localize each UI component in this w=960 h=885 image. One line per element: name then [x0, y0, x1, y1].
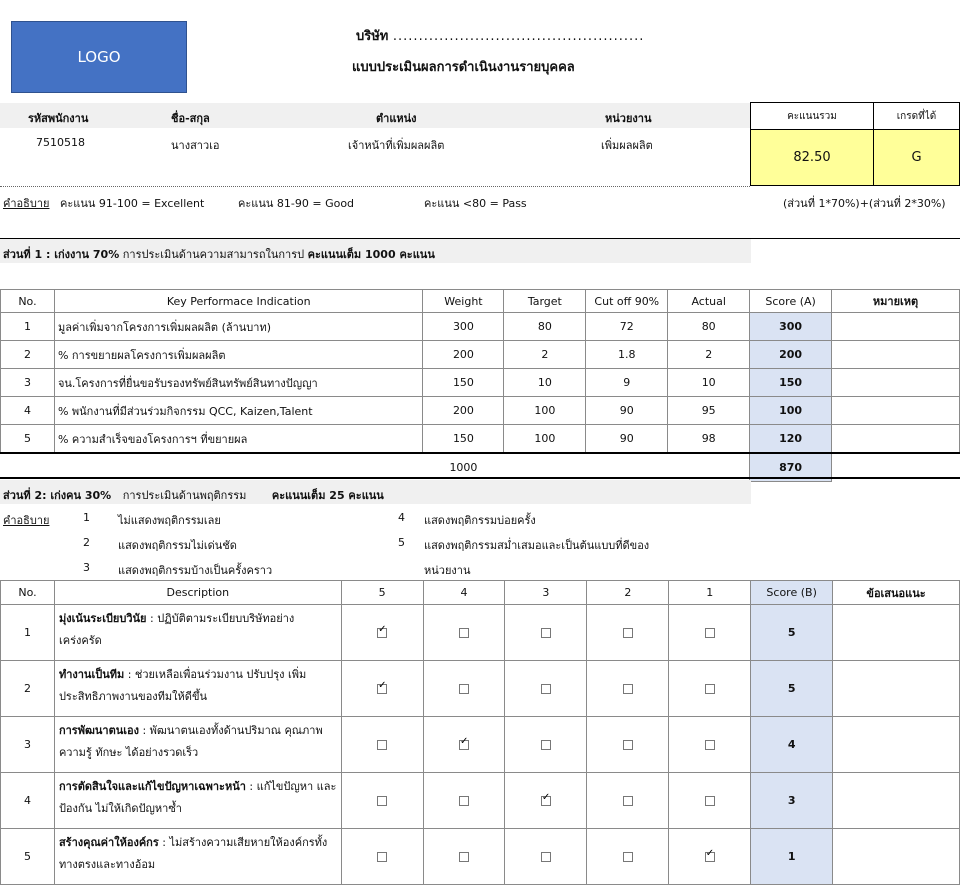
level-text: แสดงพฤติกรรมสม่ำเสมอและเป็นต้นแบบที่ดีของ — [424, 539, 650, 552]
rating-cell-5 — [341, 773, 423, 829]
rating-checkbox-3[interactable] — [541, 684, 551, 694]
kpi-cutoff: 90 — [586, 397, 668, 425]
kpi-no: 3 — [1, 369, 55, 397]
behavior-title: การตัดสินใจและแก้ไขปัญหาเฉพาะหน้า — [58, 780, 246, 793]
kpi-total-score: 870 — [750, 453, 832, 482]
level-number: 2 — [83, 536, 90, 549]
kpi-row — [1, 341, 960, 369]
rating-cell-5 — [341, 661, 423, 717]
rating-checkbox-3[interactable] — [541, 852, 551, 862]
kpi-name: % การขยายผลโครงการเพิ่มผลผลิต — [54, 341, 423, 369]
behavior-desc — [54, 661, 341, 717]
kpi-col-kpi: Key Performace Indication — [54, 290, 423, 313]
behavior-col-desc: Description — [54, 581, 341, 605]
behavior-no: 3 — [1, 717, 55, 773]
rating-cell-3 — [505, 717, 587, 773]
kpi-score: 100 — [750, 397, 832, 425]
kpi-cutoff: 90 — [586, 425, 668, 454]
company-name — [356, 25, 644, 46]
behavior-suggestion[interactable] — [833, 605, 960, 661]
rating-cell-1 — [669, 605, 751, 661]
kpi-row — [1, 313, 960, 341]
behavior-row — [1, 773, 960, 829]
rating-checkbox-1[interactable] — [705, 684, 715, 694]
legend-label: คำอธิบาย — [3, 197, 50, 210]
kpi-no: 2 — [1, 341, 55, 369]
kpi-cutoff: 9 — [586, 369, 668, 397]
behavior-desc — [54, 605, 341, 661]
kpi-table — [0, 289, 960, 482]
kpi-col-cutoff: Cut off 90% — [586, 290, 668, 313]
behavior-no: 2 — [1, 661, 55, 717]
rating-cell-1 — [669, 717, 751, 773]
part1-title-row — [3, 245, 435, 263]
rating-checkbox-1[interactable] — [705, 796, 715, 806]
part2-full-score: คะแนนเต็ม 25 คะแนน — [271, 489, 384, 502]
level-text: แสดงพฤติกรรมไม่เด่นชัด — [118, 539, 237, 552]
company-dots: ................................................. — [392, 29, 645, 44]
behavior-text: : พัฒนาตนเองทั้งด้านปริมาณ คุณภาพ ความรู้ ทักษะ ได้อย่างรวดเร็ว — [58, 724, 323, 759]
divider — [0, 186, 750, 187]
part2-legend-label: คำอธิบาย — [3, 514, 50, 527]
rating-checkbox-2[interactable] — [623, 684, 633, 694]
kpi-total-weight: 1000 — [449, 461, 478, 475]
kpi-target: 100 — [504, 397, 586, 425]
kpi-note[interactable] — [832, 397, 960, 425]
rating-cell-3 — [505, 773, 587, 829]
rating-cell-4 — [423, 717, 505, 773]
score-formula: (ส่วนที่ 1*70%)+(ส่วนที่ 2*30%) — [783, 197, 946, 210]
behavior-no: 1 — [1, 605, 55, 661]
employee-position-header: ตำแหน่ง — [376, 112, 417, 125]
grade-label: เกรดที่ได้ — [873, 102, 960, 130]
behavior-row — [1, 661, 960, 717]
behavior-score: 5 — [751, 605, 833, 661]
rating-checkbox-5[interactable] — [377, 684, 387, 694]
behavior-title: สร้างคุณค่าให้องค์กร — [58, 836, 159, 849]
behavior-header-row — [1, 581, 960, 605]
kpi-note[interactable] — [832, 369, 960, 397]
behavior-rows — [1, 605, 960, 885]
rating-checkbox-2[interactable] — [623, 628, 633, 638]
level-number: 3 — [83, 561, 90, 574]
part2-title: ส่วนที่ 2: เก่งคน 30% — [3, 489, 112, 502]
kpi-actual: 2 — [668, 341, 750, 369]
kpi-weight: 200 — [423, 341, 504, 369]
kpi-row — [1, 369, 960, 397]
rating-cell-4 — [423, 605, 505, 661]
part2-desc: การประเมินด้านพฤติกรรม — [122, 489, 247, 502]
rating-checkbox-2[interactable] — [623, 852, 633, 862]
rating-checkbox-5[interactable] — [377, 740, 387, 750]
employee-id: 7510518 — [36, 136, 85, 149]
kpi-note[interactable] — [832, 341, 960, 369]
kpi-name: % ความสำเร็จของโครงการฯ ที่ขยายผล — [54, 425, 423, 454]
behavior-row — [1, 605, 960, 661]
behavior-suggestion[interactable] — [833, 717, 960, 773]
behavior-col-5: 5 — [341, 581, 423, 605]
kpi-header-row — [1, 290, 960, 313]
behavior-title: การพัฒนาตนเอง — [58, 724, 139, 737]
rating-cell-5 — [341, 717, 423, 773]
rating-checkbox-1[interactable] — [705, 852, 715, 862]
kpi-name: มูลค่าเพิ่มจากโครงการเพิ่มผลผลิต (ล้านบาท) — [54, 313, 423, 341]
kpi-col-weight: Weight — [423, 290, 504, 313]
behavior-suggestion[interactable] — [833, 661, 960, 717]
rating-cell-1 — [669, 661, 751, 717]
rating-cell-5 — [341, 605, 423, 661]
behavior-text: : ช่วยเหลือเพื่อนร่วมงาน ปรับปรุง เพิ่มประสิทธิภาพงานของทีมให้ดีขึ้น — [58, 668, 307, 703]
kpi-weight: 150 — [423, 369, 504, 397]
level-number: 5 — [398, 536, 405, 549]
kpi-actual: 10 — [668, 369, 750, 397]
kpi-row — [1, 425, 960, 454]
rating-checkbox-1[interactable] — [705, 740, 715, 750]
behavior-score: 4 — [751, 717, 833, 773]
total-score-label: คะแนนรวม — [750, 102, 874, 130]
level-text: แสดงพฤติกรรมบ่อยครั้ง — [424, 514, 536, 527]
kpi-target: 10 — [504, 369, 586, 397]
legend-excellent: คะแนน 91-100 = Excellent — [60, 197, 205, 210]
behavior-desc — [54, 773, 341, 829]
kpi-target: 100 — [504, 425, 586, 454]
logo: LOGO — [11, 21, 187, 93]
rating-cell-2 — [587, 717, 669, 773]
kpi-cutoff: 1.8 — [586, 341, 668, 369]
behavior-no: 4 — [1, 773, 55, 829]
rating-checkbox-5[interactable] — [377, 628, 387, 638]
kpi-target: 80 — [504, 313, 586, 341]
kpi-actual: 95 — [668, 397, 750, 425]
document-title: แบบประเมินผลการดำเนินงานรายบุคคล — [352, 60, 575, 75]
level-text: แสดงพฤติกรรมบ้างเป็นครั้งคราว — [118, 564, 273, 577]
level-number: 1 — [83, 511, 90, 524]
rating-cell-2 — [587, 773, 669, 829]
part2-title-row — [3, 486, 384, 504]
rating-checkbox-3[interactable] — [541, 796, 551, 806]
behavior-title: ทำงานเป็นทีม — [58, 668, 125, 681]
rating-checkbox-4[interactable] — [459, 796, 469, 806]
rating-checkbox-4[interactable] — [459, 740, 469, 750]
employee-name-header: ชื่อ-สกุล — [171, 112, 210, 125]
company-label: บริษัท — [356, 29, 389, 44]
behavior-text: : แก้ไขปัญหา และป้องกัน ไม่ให้เกิดปัญหาซ้ำ — [58, 780, 337, 815]
kpi-score: 120 — [750, 425, 832, 454]
employee-dept: เพิ่มผลผลิต — [601, 139, 653, 152]
employee-position: เจ้าหน้าที่เพิ่มผลผลิต — [348, 139, 445, 152]
behavior-col-3: 3 — [505, 581, 587, 605]
rating-cell-2 — [587, 661, 669, 717]
behavior-suggestion[interactable] — [833, 773, 960, 829]
behavior-score: 1 — [751, 829, 833, 885]
kpi-weight: 200 — [423, 397, 504, 425]
section-divider — [0, 477, 960, 479]
grade-value: G — [873, 129, 960, 186]
behavior-col-suggestion: ข้อเสนอแนะ — [833, 581, 960, 605]
kpi-note[interactable] — [832, 313, 960, 341]
behavior-col-2: 2 — [587, 581, 669, 605]
rating-checkbox-3[interactable] — [541, 628, 551, 638]
behavior-text: : ปฏิบัติตามระเบียบบริษัทอย่างเคร่งครัด — [58, 612, 295, 647]
rating-cell-2 — [587, 605, 669, 661]
behavior-score: 5 — [751, 661, 833, 717]
behavior-text: : ไม่สร้างความเสียหายให้องค์กรทั้งทางตรงและทางอ้อม — [58, 836, 328, 871]
level-number: 4 — [398, 511, 405, 524]
employee-id-header: รหัสพนักงาน — [28, 112, 89, 125]
rating-checkbox-4[interactable] — [459, 628, 469, 638]
kpi-col-no: No. — [1, 290, 55, 313]
part1-desc: การประเมินด้านความสามารถในการป — [122, 248, 305, 261]
kpi-score: 300 — [750, 313, 832, 341]
kpi-target: 2 — [504, 341, 586, 369]
part1-title: ส่วนที่ 1 : เก่งงาน 70% — [3, 248, 120, 261]
rating-checkbox-2[interactable] — [623, 740, 633, 750]
kpi-weight: 300 — [423, 313, 504, 341]
total-score-value: 82.50 — [750, 129, 874, 186]
level-text: หน่วยงาน — [424, 564, 471, 577]
kpi-col-score: Score (A) — [750, 290, 832, 313]
kpi-score: 200 — [750, 341, 832, 369]
rating-checkbox-5[interactable] — [377, 852, 387, 862]
employee-name: นางสาวเอ — [171, 139, 220, 152]
kpi-actual: 80 — [668, 313, 750, 341]
kpi-no: 1 — [1, 313, 55, 341]
behavior-no: 5 — [1, 829, 55, 885]
kpi-note[interactable] — [832, 425, 960, 454]
legend-pass: คะแนน <80 = Pass — [424, 197, 527, 210]
kpi-no: 4 — [1, 397, 55, 425]
kpi-name: จน.โครงการที่ยื่นขอรับรองทรัพย์สินทรัพย์สินทางปัญญา — [54, 369, 423, 397]
behavior-desc — [54, 717, 341, 773]
kpi-weight: 150 — [423, 425, 504, 454]
kpi-name: % พนักงานที่มีส่วนร่วมกิจกรรม QCC, Kaizen,Talent — [54, 397, 423, 425]
kpi-row — [1, 397, 960, 425]
rating-cell-4 — [423, 661, 505, 717]
behavior-col-score: Score (B) — [751, 581, 833, 605]
behavior-row — [1, 717, 960, 773]
behavior-title: มุ่งเน้นระเบียบวินัย — [58, 612, 147, 625]
rating-checkbox-1[interactable] — [705, 628, 715, 638]
kpi-actual: 98 — [668, 425, 750, 454]
rating-checkbox-3[interactable] — [541, 740, 551, 750]
part1-full-score: คะแนนเต็ม 1000 คะแนน — [307, 248, 435, 261]
rating-cell-4 — [423, 773, 505, 829]
rating-checkbox-4[interactable] — [459, 852, 469, 862]
kpi-no: 5 — [1, 425, 55, 454]
behavior-col-no: No. — [1, 581, 55, 605]
rating-checkbox-5[interactable] — [377, 796, 387, 806]
behavior-col-4: 4 — [423, 581, 505, 605]
behavior-score: 3 — [751, 773, 833, 829]
behavior-table — [0, 580, 960, 885]
rating-cell-3 — [505, 605, 587, 661]
kpi-col-target: Target — [504, 290, 586, 313]
rating-checkbox-4[interactable] — [459, 684, 469, 694]
kpi-col-note: หมายเหตุ — [832, 290, 960, 313]
rating-cell-1 — [669, 773, 751, 829]
rating-checkbox-2[interactable] — [623, 796, 633, 806]
kpi-cutoff: 72 — [586, 313, 668, 341]
kpi-col-actual: Actual — [668, 290, 750, 313]
level-text: ไม่แสดงพฤติกรรมเลย — [118, 514, 221, 527]
kpi-score: 150 — [750, 369, 832, 397]
rating-cell-3 — [505, 661, 587, 717]
behavior-col-1: 1 — [669, 581, 751, 605]
legend-good: คะแนน 81-90 = Good — [238, 197, 355, 210]
employee-dept-header: หน่วยงาน — [605, 112, 652, 125]
